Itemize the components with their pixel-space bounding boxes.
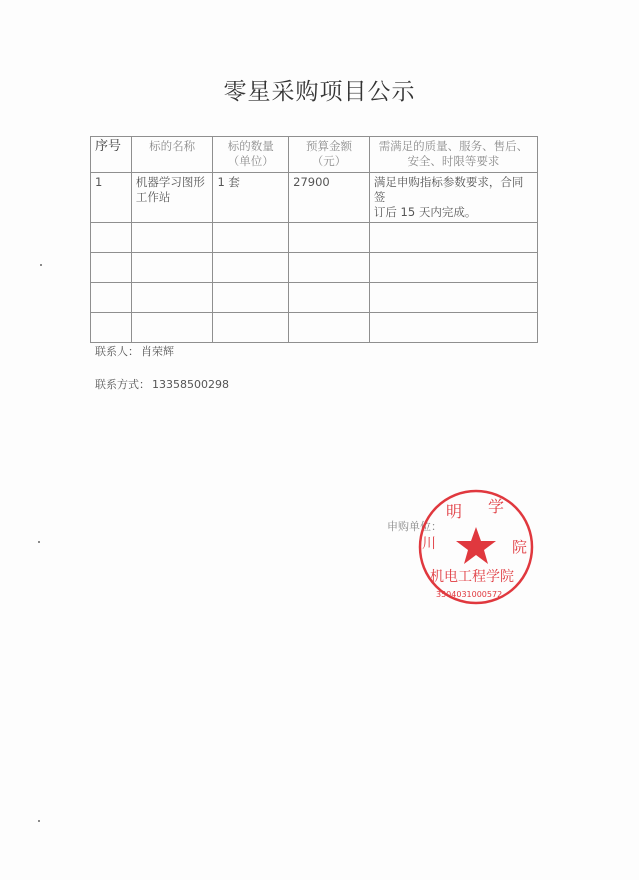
contact-phone-value: 13358500298 [152, 378, 229, 391]
table-header-row [91, 137, 538, 173]
header-budget-line1: 预算金额 [306, 139, 353, 153]
cell-requirements-line1: 满足申购指标参数要求，合同签 [373, 175, 524, 204]
seal-top-left-char: 明 [446, 502, 463, 521]
seal-right-char: 院 [512, 538, 528, 556]
contact-person [95, 343, 174, 359]
scan-dot [40, 264, 42, 266]
header-name: 标的名称 [131, 137, 213, 173]
scan-dot [38, 820, 40, 822]
cell-requirements-line2: 订后 15 天内完成。 [373, 205, 477, 219]
table-row-empty [91, 283, 538, 313]
header-requirements-line1: 需满足的质量、服务、售后、 [378, 139, 529, 153]
scan-dot [38, 541, 40, 543]
header-no: 序号 [91, 137, 132, 173]
seal-star-icon [456, 527, 496, 564]
cell-name-line1: 机器学习图形 [135, 175, 205, 189]
contact-person-label: 联系人： [95, 345, 139, 358]
procurement-table [90, 136, 538, 343]
official-seal [406, 487, 546, 605]
seal-number: 3504031000572 [436, 590, 503, 599]
header-quantity [213, 137, 289, 173]
header-requirements-line2: 安全、时限等要求 [407, 154, 500, 168]
header-quantity-line2: （单位） [227, 154, 274, 168]
seal-bottom-name: 机电工程学院 [430, 569, 514, 585]
header-quantity-line1: 标的数量 [227, 139, 274, 153]
contact-person-value: 肖荣辉 [141, 345, 174, 358]
header-budget-line2: （元） [311, 154, 347, 168]
seal-left-fragment: 川 [422, 536, 436, 552]
header-budget [289, 137, 370, 173]
header-requirements [369, 137, 537, 173]
cell-name [131, 173, 213, 223]
table-row-empty [91, 223, 538, 253]
cell-no: 1 [91, 173, 132, 223]
cell-budget: 27900 [289, 173, 370, 223]
table-row [91, 173, 538, 223]
table-row-empty [91, 313, 538, 343]
cell-requirements [369, 173, 537, 223]
table-row-empty [91, 253, 538, 283]
seal-top-right-char: 学 [488, 497, 505, 516]
contact-phone [95, 376, 229, 392]
document-title: 零星采购项目公示 [223, 79, 416, 105]
contact-phone-label: 联系方式： [95, 378, 150, 391]
cell-name-line2: 工作站 [135, 190, 171, 204]
cell-quantity: 1 套 [213, 173, 289, 223]
applicant-label: 申购单位： [387, 520, 442, 533]
